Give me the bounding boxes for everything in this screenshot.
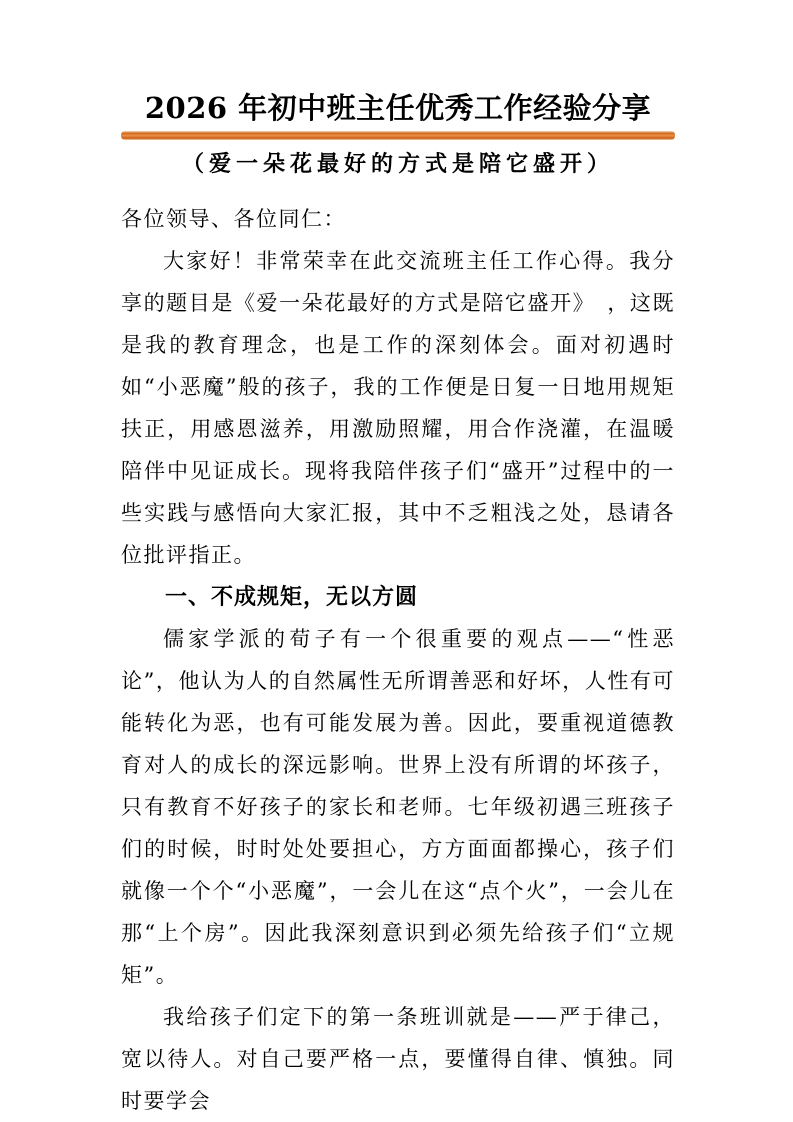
paragraph-class-motto: 我给孩子们定下的第一条班训就是——严于律己，宽以待人。对自己要严格一点，要懂得自律、慎独。同时要学会 xyxy=(121,1005,675,1113)
document-subtitle: （爱一朵花最好的方式是陪它盛开） xyxy=(181,151,614,177)
paragraph-intro: 大家好！非常荣幸在此交流班主任工作心得。我分享的题目是《爱一朵花最好的方式是陪它盛开》 ，这既是我的教育理念，也是工作的深刻体会。面对初遇时如“小恶魔”般的孩子，我的工作便是日复一日地用规矩扶正，用感恩滋养，用激励照耀，用合作浇灌，在温暖陪伴中见证成长。现将我陪伴孩子们“盛开”过程中的一些实践与感悟向大家汇报，其中不乏粗浅之处，恳请各位批评指正。 xyxy=(121,249,675,567)
document-title: 2026 年初中班主任优秀工作经验分享 xyxy=(144,91,652,125)
title-divider xyxy=(121,131,675,140)
paragraph-section1-body: 儒家学派的荀子有一个很重要的观点——“性恶论”，他认为人的自然属性无所谓善恶和好坏，人性有可能转化为恶，也有可能发展为善。因此，要重视道德教育对人的成长的深远影响。世界上没有所谓的坏孩子，只有教育不好孩子的家长和老师。七年级初遇三班孩子们的时候，时时处处要担心，方方面面都操心，孩子们就像一个个“小恶魔”，一会儿在这“点个火”，一会儿在那“上个房”。因此我深刻意识到必须先给孩子们“立规矩”。 xyxy=(121,627,675,987)
greeting-line: 各位领导、各位同仁： xyxy=(121,207,346,231)
section-heading-1: 一、不成规矩，无以方圆 xyxy=(165,584,419,609)
document-body xyxy=(121,198,675,1122)
